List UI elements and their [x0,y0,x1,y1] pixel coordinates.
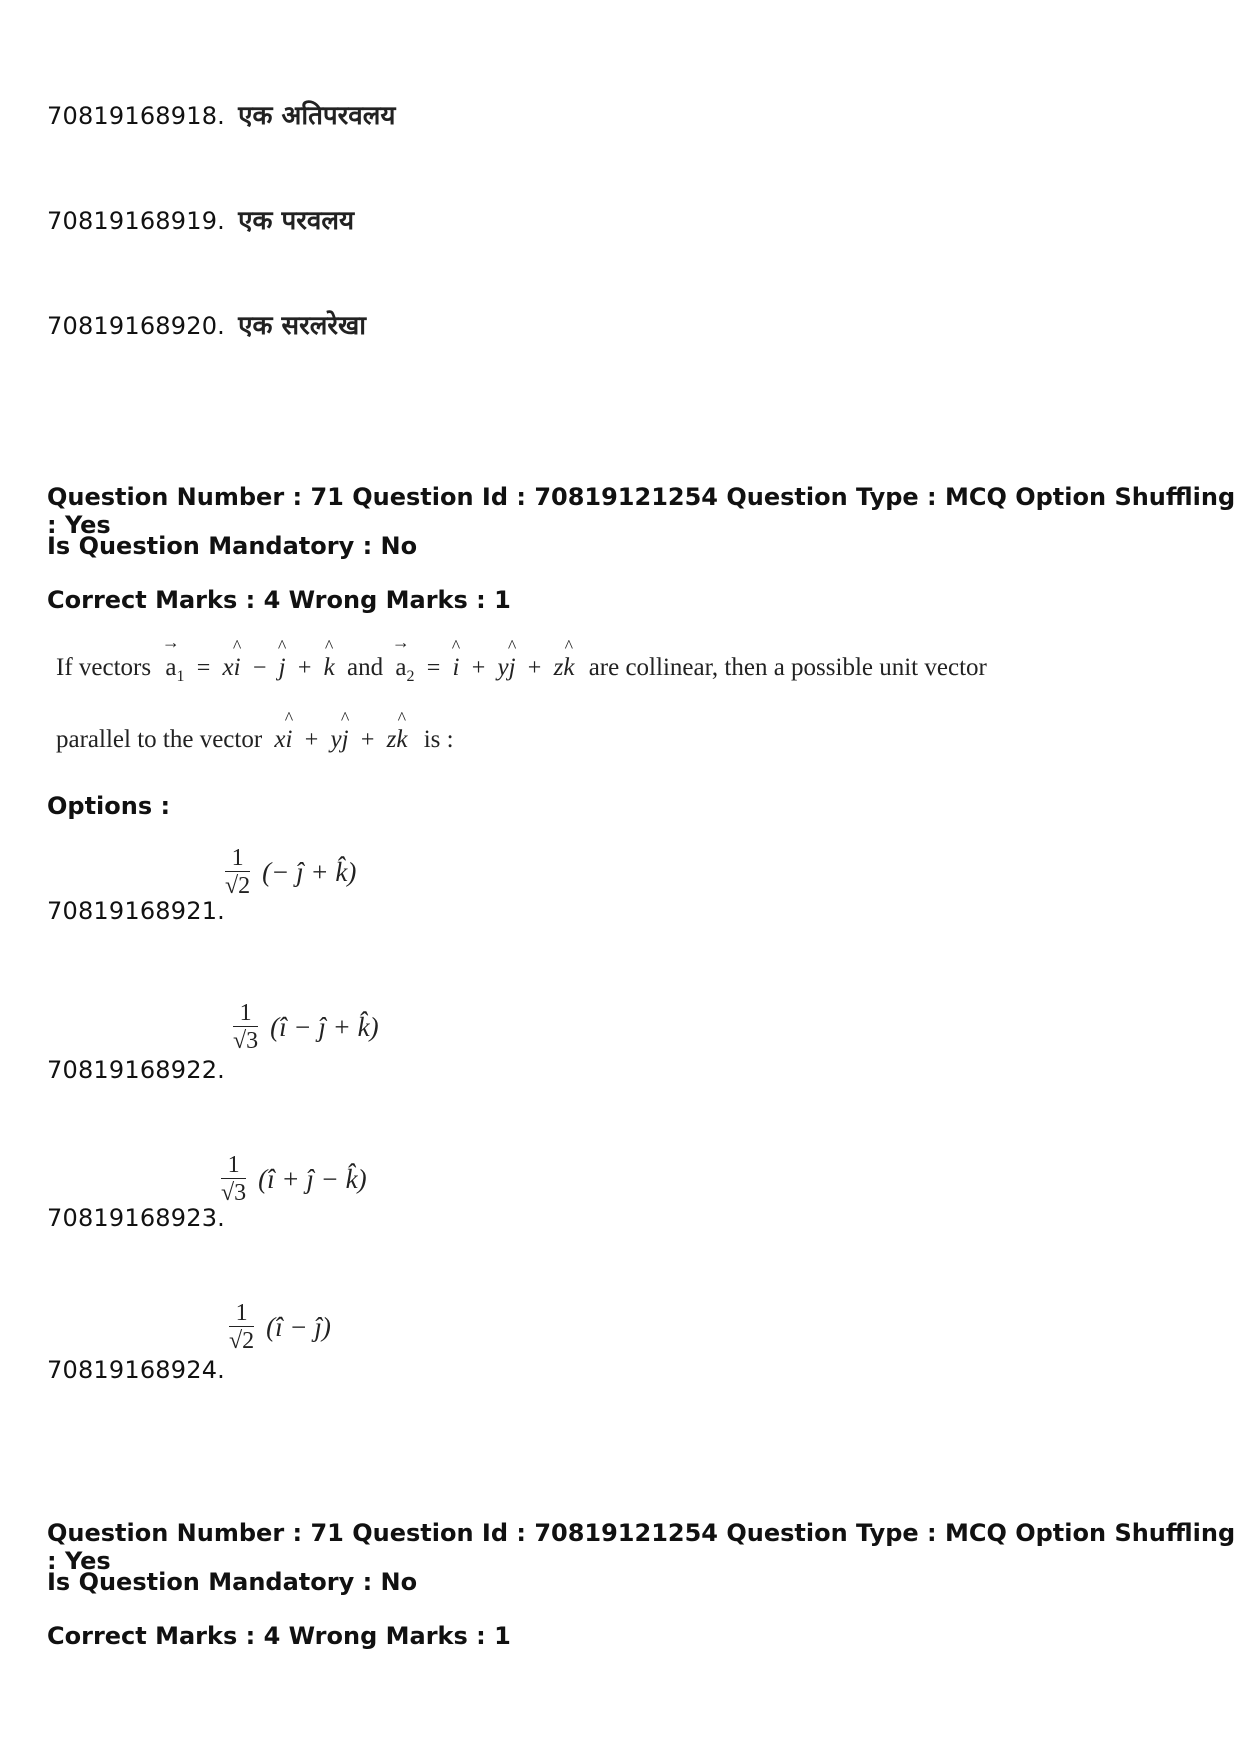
question-meta-line: Question Number : 71 Question Id : 70819121254 Question Type : MCQ Option Shuffling : Yes [47,483,1236,539]
option-formula [229,1300,331,1355]
option-id: 70819168918. [47,102,225,130]
question-prefix: If vectors [56,654,152,681]
unit-i: ^ i [284,708,294,753]
question-text-line2: parallel to the vector x ^ i + y ^ j + z ^ k is : [56,708,454,753]
option-formula [225,845,356,900]
fraction: $\frac{1}{√3}$ [233,1000,259,1054]
option-text: एक परवलय [238,206,355,236]
question-marks: Correct Marks : 4 Wrong Marks : 1 [47,586,511,614]
unit-k: ^ k [563,636,575,681]
option-text: एक अतिपरवलय [238,101,396,131]
option-id: 70819168919. [47,207,225,235]
option-formula [221,1152,367,1207]
question-marks: Correct Marks : 4 Wrong Marks : 1 [47,1622,511,1650]
question-text-line1: If vectors → $a_1 = x$ ^ i − ^ j + ^ k and → $a_2$ = ^ i + y ^ j + z ^ k are collinear, then a possible unit vector [56,632,987,685]
fraction: $\frac{1}{√3}$ [221,1152,247,1206]
option-formula [233,1000,379,1055]
option-id: 70819168923. [47,1204,225,1232]
options-label: Options : [47,792,171,820]
vector-a2: → a [391,632,410,681]
unit-k: ^ k [323,636,335,681]
unit-k: ^ k [396,708,408,753]
option-expression: (î + ĵ − k̂) [258,1164,367,1194]
option-expression: (î − ĵ + k̂) [270,1012,379,1042]
option-id: 70819168921. [47,897,225,925]
question-mandatory: Is Question Mandatory : No [47,532,418,560]
unit-i: ^ i [451,636,461,681]
option-expression: (î − ĵ) [266,1312,331,1342]
option-id: 70819168920. [47,312,225,340]
question-meta-line: Question Number : 71 Question Id : 70819121254 Question Type : MCQ Option Shuffling : Yes [47,1519,1236,1575]
unit-j: ^ j [340,708,350,753]
option-id: 70819168924. [47,1356,225,1384]
unit-i: ^ i [232,636,242,681]
option-text: एक सरलरेखा [238,311,366,341]
option-row [47,96,395,132]
fraction: $\frac{1}{√2}$ [225,845,251,899]
question-suffix: are collinear, then a possible unit vector [588,654,987,681]
option-row [47,201,354,237]
question-mandatory: Is Question Mandatory : No [47,1568,418,1596]
option-expression: (− ĵ + k̂) [262,857,357,887]
vector-a1: → a [161,632,180,681]
unit-j: ^ j [507,636,517,681]
option-row [47,306,366,342]
option-id: 70819168922. [47,1056,225,1084]
unit-j: ^ j [277,636,287,681]
fraction: $\frac{1}{√2}$ [229,1300,255,1354]
